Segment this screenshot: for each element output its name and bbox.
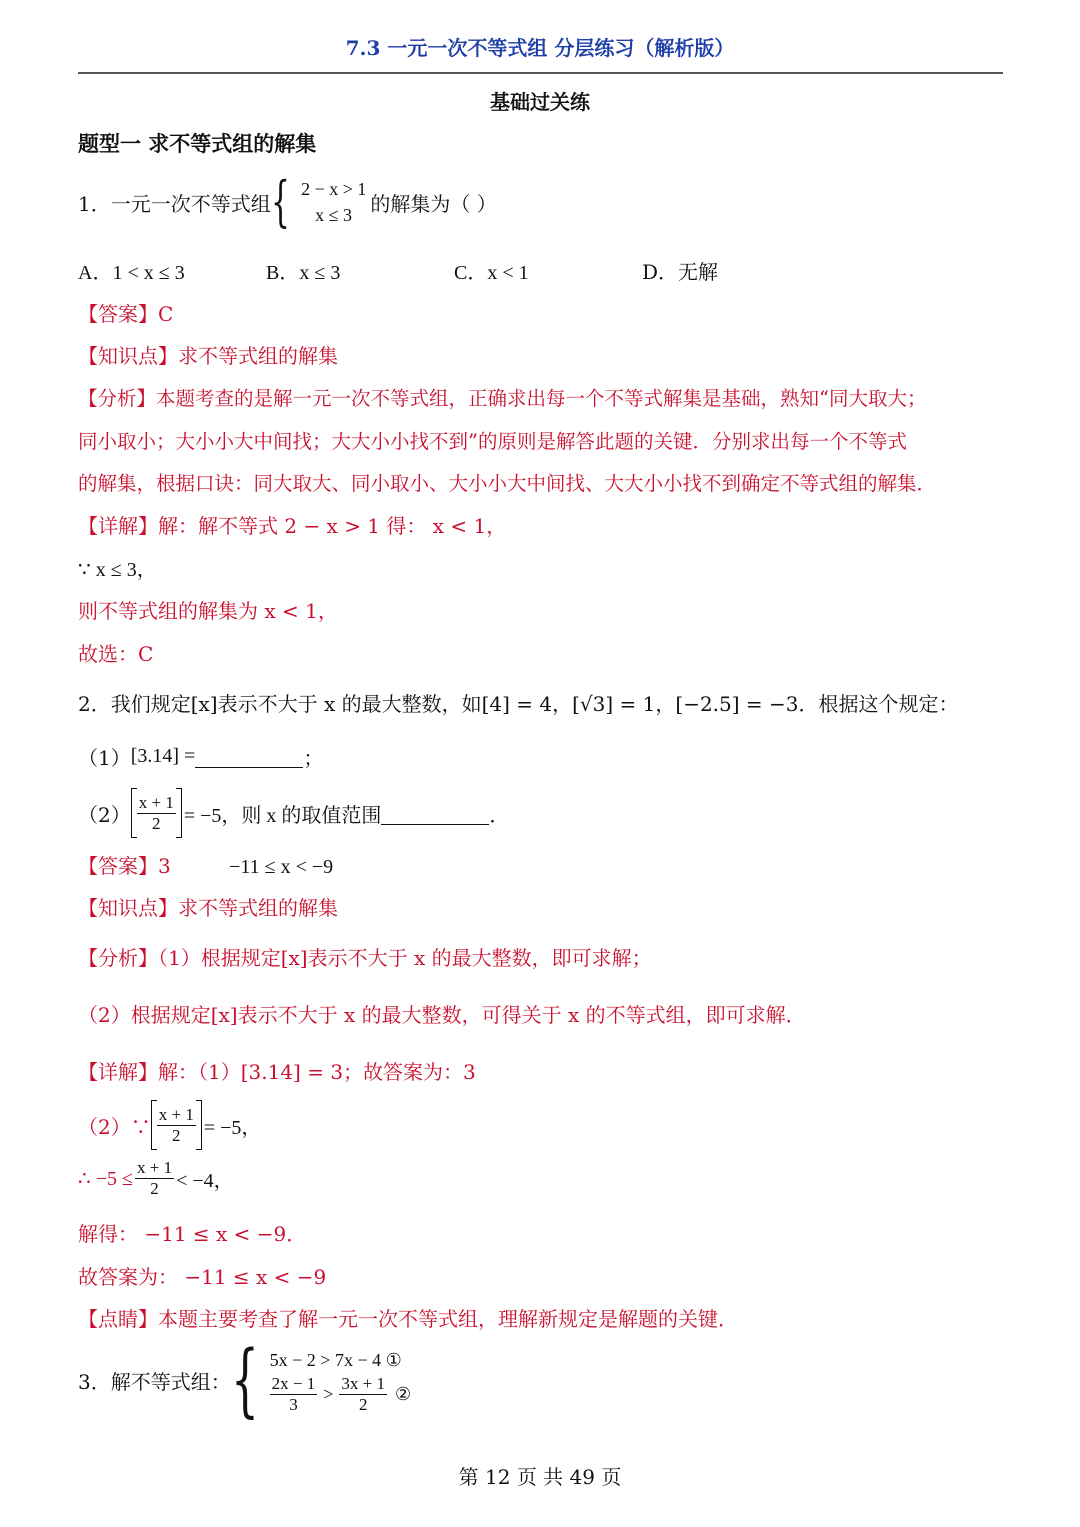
q2-part1-label: （1）: [78, 746, 131, 770]
q2-part1-expr: [3.14] =: [130, 745, 196, 767]
q1-analysis-line1: 【分析】本题考查的是解一元一次不等式组，正确求出每一个不等式解集是基础，熟知“同大取大；: [78, 387, 927, 410]
q3-row1: 5x − 2 > 7x − 4 ①: [269, 1349, 402, 1370]
q2-detail-fraction: [157, 1105, 196, 1146]
q2-detail-line5: 故答案为： −11 ≤ x < −9: [78, 1265, 327, 1289]
q2-detail-line3: [78, 1158, 234, 1199]
q3-row2-left-denominator: 3: [289, 1394, 298, 1414]
q2-part1-blank: [195, 745, 303, 768]
q3-stem-label: 3．解不等式组：: [78, 1369, 231, 1394]
q2-knowledge: 【知识点】求不等式组的解集: [78, 896, 338, 920]
q2-detail-line3-tail: < −4，: [176, 1170, 234, 1192]
brace-symbol: {: [230, 1333, 259, 1426]
q2-part2-denominator: 2: [152, 813, 161, 833]
q3-row2-operator: >: [323, 1383, 334, 1404]
q1-analysis-line3: 的解集，根据口诀：同大取大、同小取小、大小小大中间找、大大小小找不到确定不等式组的解集．: [78, 472, 937, 495]
q1-detail-line2: ∵ x ≤ 3，: [78, 559, 157, 581]
q3-system: [270, 1346, 411, 1415]
q1-stem: [78, 170, 497, 233]
page-header-title: 7.3 一元一次不等式组 分层练习（解析版）: [345, 36, 735, 60]
q1-detail-line1: 【详解】解：解不等式 2 − x > 1 得： x < 1，: [78, 514, 507, 538]
q2-answer: [78, 850, 333, 879]
q1-system: [270, 170, 367, 233]
q2-detail-line2: [78, 1100, 261, 1150]
q2-detail-line3-numerator: x + 1: [136, 1158, 173, 1177]
q3-row2-left-numerator: 2x − 1: [271, 1373, 316, 1393]
type-heading: 题型一 求不等式组的解集: [78, 131, 317, 156]
q2-detail-line3-pre: ∴ −5 ≤: [78, 1168, 133, 1190]
q2-part2: [78, 788, 509, 838]
q2-part2-end: ．: [489, 802, 510, 827]
q2-part2-blank: [381, 802, 489, 825]
q1-system-row1: 2 − x > 1: [301, 179, 367, 199]
q3-stem: [78, 1333, 412, 1426]
q2-detail-line1: 【详解】解：（1）[3.14] = 3；故答案为：3: [78, 1060, 476, 1084]
q2-detail-line3-denominator: 2: [150, 1179, 159, 1198]
q2-part1: [78, 742, 323, 771]
q2-detail-line2-label: （2）∵: [78, 1114, 151, 1139]
q2-detail-numerator: x + 1: [158, 1104, 194, 1124]
q1-knowledge: 【知识点】求不等式组的解集: [78, 344, 338, 368]
q2-detail-line4: 解得： −11 ≤ x < −9．: [78, 1222, 307, 1246]
q3-row2-mark: ②: [394, 1383, 412, 1404]
brace-symbol: {: [270, 170, 290, 233]
floor-bracket-right: [176, 788, 182, 838]
q2-analysis-line1: 【分析】（1）根据规定[x]表示不大于 x 的最大整数，即可求解；: [78, 946, 652, 970]
q3-row2-right-fraction: [339, 1374, 387, 1415]
q3-row2-right-denominator: 2: [358, 1394, 368, 1414]
q1-answer: 【答案】C: [78, 302, 174, 326]
q2-part2-label: （2）: [78, 802, 131, 827]
q2-detail-denominator: 2: [172, 1125, 181, 1145]
q2-analysis-line2: （2）根据规定[x]表示不大于 x 的最大整数，可得关于 x 的不等式组，即可求解．: [78, 1003, 806, 1027]
q1-option-d: D．无解: [642, 260, 719, 284]
q3-row2-right-numerator: 3x + 1: [341, 1373, 385, 1393]
q1-option-c: C．x < 1: [454, 262, 529, 284]
q1-option-b: B．x ≤ 3: [266, 262, 341, 284]
header-rule: [78, 72, 1003, 74]
q2-stem: 2．我们规定[x]表示不大于 x 的最大整数，如[4] = 4，[√3] = 1，[−2.5] = −3．根据这个规定：: [78, 692, 959, 716]
q1-stem-suffix: 的解集为（ ）: [370, 191, 497, 216]
q2-detail-line3-fraction: [135, 1158, 174, 1199]
section-title: 基础过关练: [490, 90, 590, 114]
q3-row2-left-fraction: [270, 1374, 318, 1415]
q2-answer-range: −11 ≤ x < −9: [229, 856, 334, 878]
q1-option-a: A．1 < x ≤ 3: [78, 262, 185, 284]
q1-stem-prefix: 1．一元一次不等式组: [78, 191, 271, 216]
q3-row2: [270, 1374, 411, 1415]
q2-part2-eq: = −5，则 x 的取值范围: [183, 804, 382, 827]
q2-comment: 【点睛】本题主要考查了解一元一次不等式组，理解新规定是解题的关键．: [78, 1307, 738, 1331]
q2-detail-line2-tail: = −5，: [203, 1116, 262, 1139]
q2-part2-numerator: x + 1: [138, 792, 174, 812]
q2-part2-fraction: [137, 793, 176, 834]
q2-part1-end: ；: [303, 746, 324, 770]
page-footer: 第 12 页 共 49 页: [458, 1465, 622, 1489]
q2-answer-label: 【答案】3: [78, 854, 171, 878]
q1-detail-line4: 故选：C: [78, 642, 154, 666]
q1-detail-line3: 则不等式组的解集为 x < 1，: [78, 599, 338, 623]
floor-bracket-right: [196, 1100, 202, 1150]
q1-system-row2: x ≤ 3: [315, 205, 352, 225]
q1-analysis-line2: 同小取小；大小小大中间找；大大小小找不到”的原则是解答此题的关键．分别求出每一个不等式: [78, 430, 907, 453]
